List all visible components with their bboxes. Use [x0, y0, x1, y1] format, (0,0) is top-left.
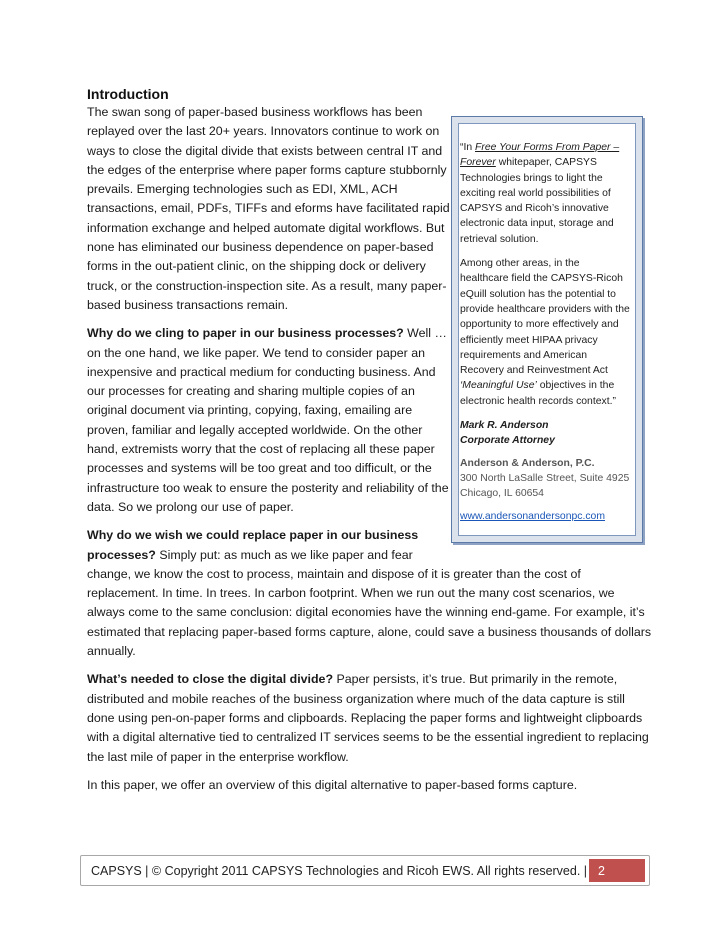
- paragraph-lead: Why do we wish we could replace paper in our business processes?: [87, 528, 419, 562]
- quote-paragraph-1: “In Free Your Forms From Paper – Forever whitepaper, CAPSYS Technologies brings to light the exciting real world possibilities of CAPSYS and Ricoh’s innovative electronic data input, storage and retrieval solution.: [460, 142, 620, 245]
- testimonial-sidebar: [451, 116, 643, 543]
- firm-block: [460, 456, 630, 502]
- page-number-badge: 2: [589, 859, 645, 882]
- paragraph-intro: The swan song of paper-based business workflows has been replayed over the last 20+ years. Innovators continue to work on ways to close the digital divide that exists between central IT and the edges of the enterprise where paper forms capture stubbornly prevails. Emerging technologies such as EDI, XML, ACH transactions, email, PDFs, TIFFs and eforms have facilitated rapid information exchange and helped automate digital workflows. But none has eliminated our business dependence on paper-based forms in the out-patient clinic, on the shipping dock or delivery truck, or the construction-inspection site. As a result, many paper-based business transactions remain.: [87, 105, 450, 312]
- firm-address-line-2: Chicago, IL 60654: [460, 488, 544, 500]
- quote-paragraph-2: Among other areas, in the healthcare field the CAPSYS-Ricoh eQuill solution has the potential to provide healthcare providers with the opportunity to more effectively and efficiently meet HIPAA privacy requirements and American Recovery and Reinvestment Act ‘Meaningful Use’ objectives in the electronic health records context.”: [460, 258, 630, 407]
- page-footer: [80, 855, 650, 886]
- attribution: [460, 418, 630, 449]
- paragraph-overview: In this paper, we offer an overview of this digital alternative to paper-based forms capture.: [87, 777, 578, 792]
- paragraph-lead: What’s needed to close the digital divide?: [87, 672, 334, 687]
- paragraph-lead: Why do we cling to paper in our business processes?: [87, 326, 404, 341]
- firm-address-line-1: 300 North LaSalle Street, Suite 4925: [460, 472, 630, 484]
- section-heading: Introduction: [87, 86, 169, 102]
- firm-name: Anderson & Anderson, P.C.: [460, 457, 595, 469]
- paragraph-divide: What’s needed to close the digital divide? Paper persists, it’s true. But primarily in the remote, distributed and mobile reaches of the business organization where much of the data capture is still done using pen-on-paper forms and clipboards. Replacing the paper forms and lightweight clipboards with a digital alternative tied to centralized IT services seems to be the essential ingredient to replacing the last mile of paper in the enterprise workflow.: [87, 672, 649, 764]
- paragraph-replace: Why do we wish we could replace paper in our business processes? Simply put: as much as we like paper and fear change, we know the cost to process, maintain and dispose of it is greater than the cost of replacement. In time. In trees. In carbon footprint. When we run out the many cost scenarios, we always come to the same conclusion: digital economies have the winning end-game. For example, it’s estimated that replacing paper-based forms capture, alone, could save a business thousands of dollars annually.: [87, 528, 652, 659]
- website-block: [460, 509, 630, 524]
- testimonial-quote: [460, 140, 630, 533]
- footer-copyright: CAPSYS | © Copyright 2011 CAPSYS Technologies and Ricoh EWS. All rights reserved. |: [91, 864, 588, 878]
- author-role: Corporate Attorney: [460, 435, 555, 447]
- whitepaper-title: Free Your Forms From Paper – Forever: [460, 142, 620, 169]
- paragraph-cling: Why do we cling to paper in our business processes? Well … on the one hand, we like paper. We tend to consider paper an inexpensive and practical medium for conducting business. And our processes for creating and sharing multiple copies of an original document via printing, copying, faxing, emailing are proven, familiar and legally accepted worldwide. On the other hand, extremists worry that the cost of replacing all these paper processes and systems will be too great and too difficult, or the infrastructure too weak to ensure the posterity and reliability of the data. So we prolong our use of paper.: [87, 326, 449, 514]
- author-name: Mark R. Anderson: [460, 420, 549, 432]
- firm-website-link[interactable]: www.andersonandersonpc.com: [460, 510, 605, 522]
